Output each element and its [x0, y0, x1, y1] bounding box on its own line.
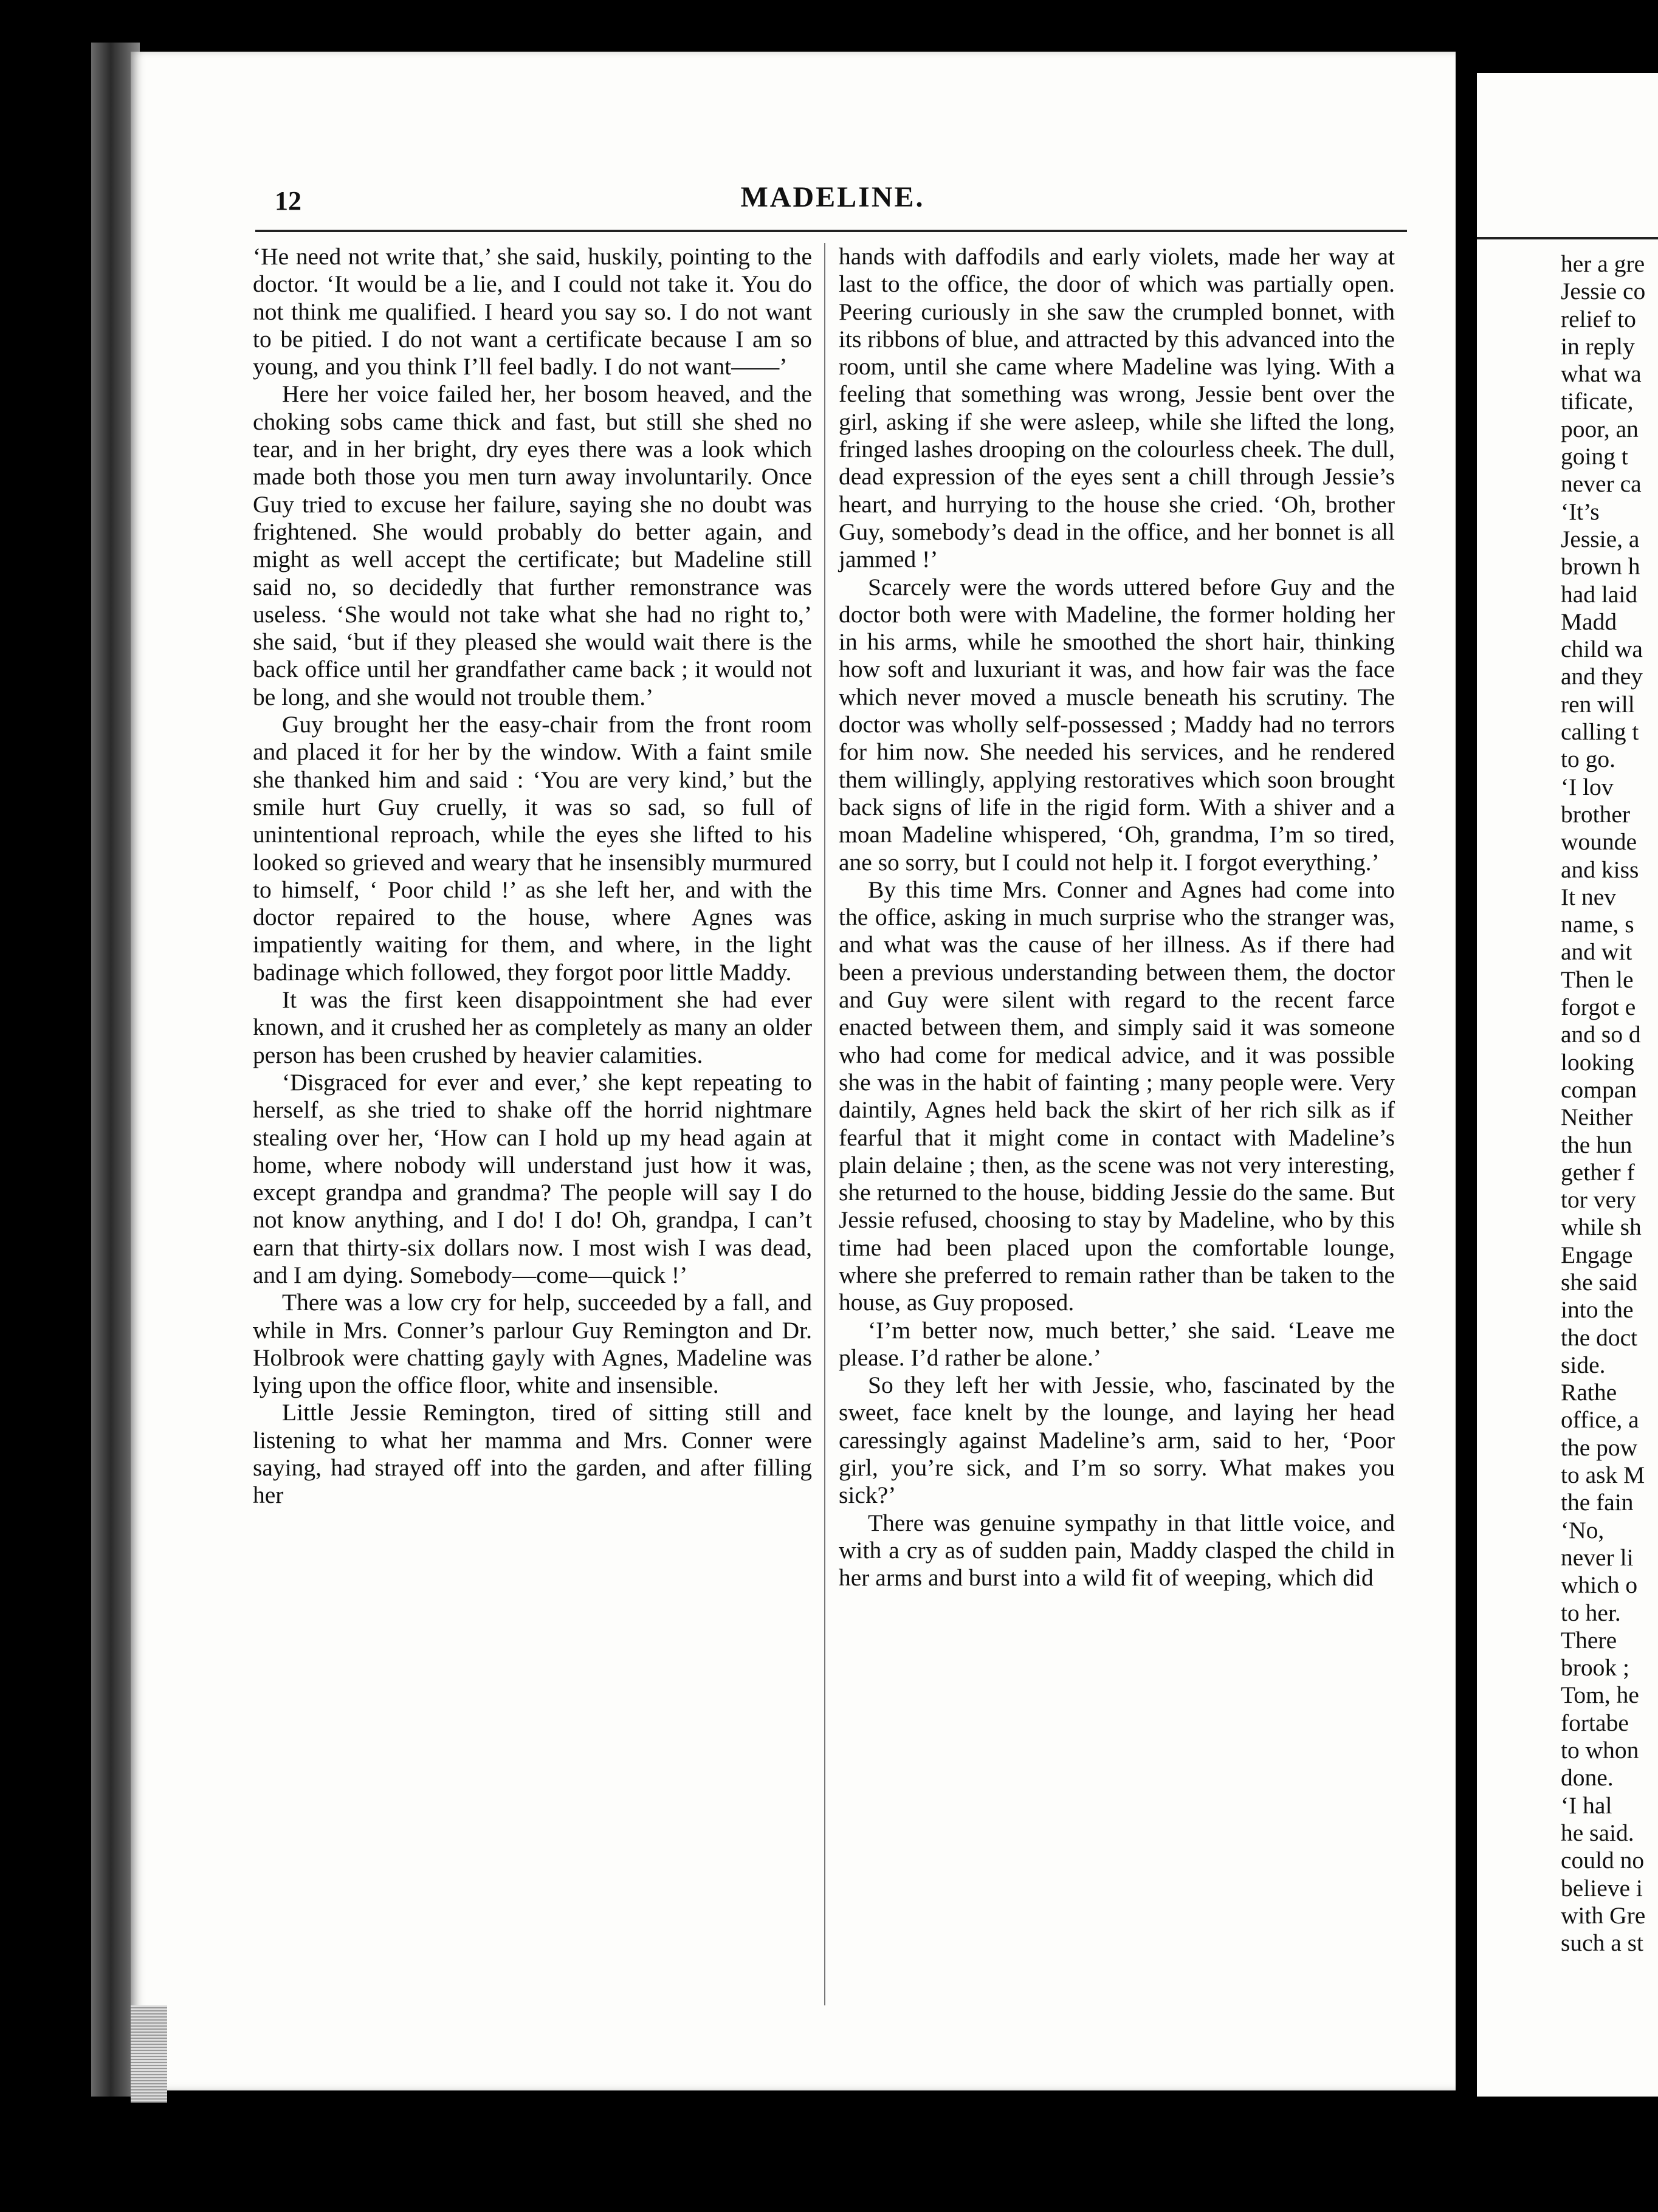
facing-page-line: side. [1561, 1351, 1606, 1378]
facing-page-line: and they [1561, 663, 1643, 690]
paragraph: So they left her with Jessie, who, fascinated by the sweet, face knelt by the lounge, and laying her head caressingly against Madeline’s arm, said to her, ‘Poor girl, you’re sick, and I’m so sorry. What makes you sick?’ [839, 1372, 1395, 1509]
facing-page-line: and kiss [1561, 856, 1639, 883]
facing-page-line: to go. [1561, 746, 1615, 773]
facing-page-line: Madd [1561, 608, 1617, 635]
running-title: MADELINE. [740, 181, 925, 213]
paragraph: Little Jessie Remington, tired of sitting still and listening to what her mamma and Mrs. Conner were saying, had strayed off into the garden, and after filling her [253, 1399, 812, 1509]
facing-page-line: done. [1561, 1764, 1614, 1791]
facing-page-line: name, s [1561, 911, 1634, 938]
facing-page-line: in reply [1561, 332, 1635, 360]
facing-page-line: what wa [1561, 360, 1642, 388]
facing-page-line: ‘I lov [1561, 773, 1614, 800]
facing-page-line: while sh [1561, 1214, 1642, 1241]
facing-page-line: brother [1561, 800, 1631, 828]
facing-page-line: into the [1561, 1296, 1634, 1324]
facing-page-line: forgot e [1561, 994, 1636, 1021]
facing-page-rule [1477, 237, 1658, 239]
facing-page-line: and wit [1561, 938, 1632, 966]
facing-page-line: Tom, he [1561, 1681, 1639, 1709]
facing-page-line: to her. [1561, 1599, 1621, 1626]
facing-page-line: going t [1561, 443, 1628, 470]
paragraph: It was the first keen disappointment she had ever known, and it crushed her as completely as many an older person has been crushed by heavier calamities. [253, 986, 812, 1068]
paragraph: There was genuine sympathy in that little voice, and with a cry as of sudden pain, Maddy clasped the child in her arms and burst into a wild fit of weeping, which did [839, 1509, 1395, 1592]
column-divider [824, 243, 825, 2005]
facing-page-line: she said [1561, 1268, 1638, 1296]
paragraph: Here her voice failed her, her bosom heaved, and the choking sobs came thick and fast, but still she shed no tear, and in her bright, dry eyes there was a look which made both those you men turn away involuntarily. Once Guy tried to excuse her failure, saying she no doubt was frightened. She would probably do better again, and might as well accept the certificate; but Madeline still said no, so decidedly that further remonstrance was useless. ‘She would not take what she had no right to,’ she said, ‘but if they pleased she would wait there is the back office until her grandfather came back ; it would not be long, and she would not trouble them.’ [253, 380, 812, 710]
facing-page-line: the hun [1561, 1131, 1632, 1158]
facing-page-line: with Gre [1561, 1901, 1646, 1929]
facing-page-line: gether f [1561, 1158, 1635, 1186]
page-edges [131, 2005, 167, 2103]
facing-page-line: he said. [1561, 1819, 1634, 1846]
page-number: 12 [275, 186, 301, 216]
facing-page-line: the fain [1561, 1489, 1634, 1516]
facing-page-line: poor, an [1561, 415, 1639, 442]
facing-page-line: Then le [1561, 966, 1634, 993]
facing-page-line: There [1561, 1626, 1617, 1654]
facing-page-line: tor very [1561, 1186, 1636, 1214]
facing-page-line: compan [1561, 1076, 1637, 1103]
facing-page-line: tificate, [1561, 388, 1634, 415]
header-rule [255, 230, 1407, 232]
facing-page-line: never li [1561, 1544, 1634, 1571]
facing-page-line: ‘No, [1561, 1516, 1605, 1544]
facing-page-line: relief to [1561, 305, 1636, 332]
facing-page-line: looking [1561, 1048, 1634, 1076]
facing-page-line: Rathe [1561, 1379, 1617, 1406]
facing-page-line: child wa [1561, 636, 1643, 663]
paragraph: ‘I’m better now, much better,’ she said. ‘Leave me please. I’d rather be alone.’ [839, 1316, 1395, 1371]
facing-page-line: calling t [1561, 718, 1639, 746]
facing-page-line: Jessie co [1561, 278, 1646, 305]
facing-page-text [1561, 250, 1658, 1957]
page-header [255, 173, 1410, 216]
paragraph: There was a low cry for help, succeeded by a fall, and while in Mrs. Conner’s parlour Guy Remington and Dr. Holbrook were chatting gayly with Agnes, Madeline was lying upon the office floor, white and insensible. [253, 1289, 812, 1399]
left-column [253, 243, 812, 1510]
facing-page-line: fortabe [1561, 1709, 1629, 1736]
paragraph: Scarcely were the words uttered before Guy and the doctor both were with Madeline, the former holding her in his arms, while he smoothed the short hair, thinking how soft and luxuriant it was, and how fair was the face which never moved a muscle beneath his scrutiny. The doctor was wholly self-possessed ; Maddy had no terrors for him now. She needed his services, and he rendered them willingly, applying restoratives which soon brought back signs of life in the rigid form. With a shiver and a moan Madeline whispered, ‘Oh, grandma, I’m so tired, ane so sorry, but I could not help it. I forgot everything.’ [839, 573, 1395, 876]
paragraph: By this time Mrs. Conner and Agnes had come into the office, asking in much surprise who the stranger was, and what was the cause of her illness. As if there had been a previous understanding between them, the doctor and Guy were silent with regard to the recent farce enacted between them, and simply said it was someone who had come for medical advice, and it was possible she was in the habit of fainting ; many people were. Very daintily, Agnes held back the skirt of her rich silk as if fearful that it might come in contact with Madeline’s plain delaine ; then, as the scene was not very interesting, she returned to the house, bidding Jessie do the same. But Jessie refused, choosing to stay by Madeline, who by this time had been placed upon the comfortable lounge, where she preferred to remain rather than be taken to the house, as Guy proposed. [839, 876, 1395, 1316]
facing-page-line: ren will [1561, 690, 1635, 718]
facing-page-line: office, a [1561, 1406, 1639, 1434]
facing-page-line: Engage [1561, 1241, 1633, 1268]
facing-page-line: to ask M [1561, 1461, 1645, 1489]
facing-page-line: could no [1561, 1847, 1645, 1874]
facing-page-line: never ca [1561, 470, 1642, 498]
facing-page-line: Neither [1561, 1104, 1633, 1131]
paragraph: ‘He need not write that,’ she said, huskily, pointing to the doctor. ‘It would be a lie, and I could not take it. You do not think me qualified. I heard you say so. I do not want to be pitied. I do not want a certificate because I am so young, and you think I’ll feel badly. I do not want——’ [253, 243, 812, 380]
facing-page-line: such a st [1561, 1929, 1644, 1957]
facing-page-line: It nev [1561, 883, 1617, 910]
facing-page-line: the pow [1561, 1434, 1638, 1461]
facing-page-line: brown h [1561, 553, 1640, 580]
facing-page-line: brook ; [1561, 1654, 1630, 1681]
facing-page-line: ‘It’s [1561, 498, 1600, 525]
paragraph: ‘Disgraced for ever and ever,’ she kept repeating to herself, as she tried to shake off the horrid nightmare stealing over her, ‘How can I hold up my head again at home, where nobody will understand just how it was, except grandpa and grandma? The people will say I do not know anything, and I do! I do! Oh, grandpa, I can’t earn that thirty-six dollars now. I most wish I was dead, and I am dying. Somebody—come—quick !’ [253, 1068, 812, 1288]
facing-page-line: ‘I hal [1561, 1791, 1612, 1819]
facing-page-line: to whon [1561, 1737, 1639, 1764]
facing-page-line: the doct [1561, 1324, 1638, 1351]
facing-page-line: had laid [1561, 580, 1638, 608]
facing-page-line: believe i [1561, 1874, 1643, 1901]
facing-page-line: which o [1561, 1571, 1638, 1599]
facing-page-line: and so d [1561, 1021, 1641, 1048]
facing-page-line: her a gre [1561, 250, 1645, 277]
right-column [839, 243, 1395, 1592]
paragraph: Guy brought her the easy-chair from the front room and placed it for her by the window. With a faint smile she thanked him and said : ‘You are very kind,’ but the smile hurt Guy cruelly, it was so sad, so full of unintentional reproach, while the eyes she lifted to his looked so grieved and weary that he insensibly murmured to himself, ‘ Poor child !’ as she left her, and with the doctor repaired to the house, where Agnes was impatiently waiting for them, and where, in the light badinage which followed, they forgot poor little Maddy. [253, 711, 812, 986]
facing-page-line: wounde [1561, 828, 1637, 856]
facing-page-line: Jessie, a [1561, 525, 1640, 552]
paragraph: hands with daffodils and early violets, made her way at last to the office, the door of which was partially open. Peering curiously in she saw the crumpled bonnet, with its ribbons of blue, and attracted by this advanced into the room, until she came where Madeline was lying. With a feeling that something was wrong, Jessie bent over the girl, asking if she were asleep, while she lifted the long, fringed lashes drooping on the colourless cheek. The dull, dead expression of the eyes sent a chill through Jessie’s heart, and hurrying to the house she cried. ‘Oh, brother Guy, somebody’s dead in the office, and her bonnet is all jammed !’ [839, 243, 1395, 573]
facing-page [1477, 73, 1658, 2097]
